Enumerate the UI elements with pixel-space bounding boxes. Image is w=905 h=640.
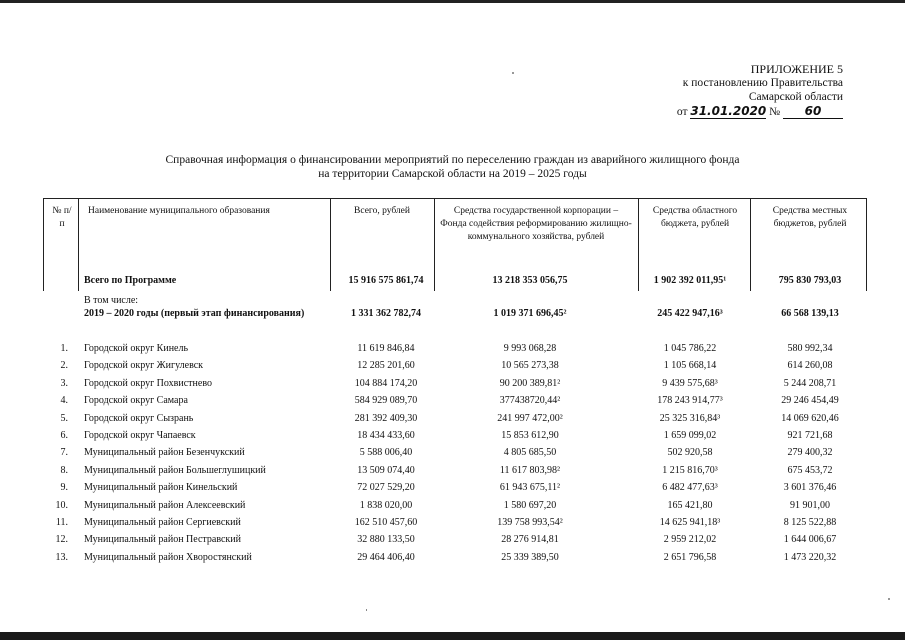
row-fund: 61 943 675,11² (499, 482, 561, 494)
row-local: 91 901,00 (790, 499, 830, 511)
scan-speck (366, 609, 367, 611)
row-local: 29 246 454,49 (781, 395, 839, 407)
row-total: 72 027 529,20 (357, 482, 415, 494)
appendix-line-1: к постановлению Правительства (682, 77, 843, 89)
row-regional: 6 482 477,63³ (662, 482, 718, 494)
row-total: 29 464 406,40 (357, 551, 415, 563)
row-regional: 502 920,58 (667, 447, 713, 459)
row-local: 14 069 620,46 (781, 412, 839, 424)
scan-speck (512, 72, 514, 74)
row-number: 6. (60, 430, 68, 441)
header-local: Средства местных бюджетов, рублей (772, 206, 848, 229)
row-total: 104 884 174,20 (354, 377, 418, 389)
document-title (0, 153, 905, 181)
row-local: 1 473 220,32 (783, 551, 837, 563)
table-divider (78, 199, 79, 291)
header-fund: Средства государственной корпорации – Фонда содействия реформированию жилищно-коммунального хозяйства, рублей (440, 206, 632, 242)
row-total: 32 880 133,50 (357, 534, 415, 546)
row-regional: 1 045 786,22 (663, 343, 717, 354)
row-municipality: Городской округ Кинель (84, 343, 189, 354)
row-number: 13. (55, 551, 68, 563)
document-title-line-2: на территории Самарской области на 2019 – 2025 годы (318, 168, 587, 180)
summary-fund: 13 218 353 056,75 (492, 275, 568, 286)
row-municipality: Городской округ Похвистнево (84, 377, 212, 389)
row-number: 5. (60, 412, 68, 424)
row-total: 281 392 409,30 (354, 412, 418, 424)
row-number: 10. (55, 499, 68, 511)
row-fund: 9 993 068,28 (503, 343, 557, 354)
row-fund: 139 758 993,54² (497, 517, 563, 528)
row-municipality: Муниципальный район Хворостянский (84, 551, 252, 563)
row-local: 1 644 006,67 (783, 534, 837, 546)
summary-regional: 1 902 392 011,95¹ (653, 275, 727, 286)
row-local: 3 601 376,46 (783, 482, 837, 494)
row-number: 4. (60, 395, 68, 407)
row-fund: 10 565 273,38 (501, 360, 559, 372)
row-total: 12 285 201,60 (357, 360, 415, 372)
stage1-label: 2019 – 2020 годы (первый этап финансирования) (84, 308, 305, 319)
row-total: 18 434 433,60 (357, 430, 415, 441)
appendix-title: ПРИЛОЖЕНИЕ 5 (750, 62, 843, 76)
row-local: 5 244 208,71 (783, 377, 837, 389)
summary-total: 15 916 575 861,74 (348, 275, 424, 286)
row-fund: 4 805 685,50 (503, 447, 557, 459)
including-label: В том числе: (84, 295, 139, 306)
row-number: 1. (60, 343, 68, 354)
appendix-line-2: Самарской области (748, 91, 843, 103)
row-local: 8 125 522,88 (783, 517, 837, 528)
row-total: 13 509 074,40 (357, 464, 415, 476)
row-total: 11 619 846,84 (357, 343, 415, 354)
row-municipality: Городской округ Жигулевск (84, 360, 204, 372)
row-total: 162 510 457,60 (354, 517, 418, 528)
row-local: 580 992,34 (787, 343, 833, 354)
number-prefix: № (769, 106, 781, 118)
row-municipality: Муниципальный район Кинельский (84, 482, 238, 494)
row-number: 11. (55, 517, 68, 528)
appendix-block (677, 62, 843, 119)
row-number: 7. (60, 447, 68, 459)
row-municipality: Муниципальный район Алексеевский (84, 499, 246, 511)
page-top-border (0, 0, 905, 3)
row-local: 675 453,72 (787, 464, 833, 476)
header-regional: Средства областного бюджета, рублей (652, 206, 738, 229)
header-name: Наименование муниципального образования (88, 206, 270, 216)
document-title-line-1: Справочная информация о финансировании мероприятий по переселению граждан из аварийного жилищного фонда (165, 154, 740, 166)
handwritten-number: 60 (783, 104, 843, 119)
page-bottom-border (0, 632, 905, 640)
row-regional: 25 325 316,84³ (659, 412, 721, 424)
appendix-date-line (677, 104, 843, 119)
summary-label: Всего по Программе (84, 275, 177, 286)
row-fund: 241 997 472,00² (497, 412, 563, 424)
row-number: 9. (60, 482, 68, 494)
row-municipality: Городской округ Сызрань (84, 412, 194, 424)
row-number: 2. (60, 360, 68, 372)
row-regional: 1 215 816,70³ (662, 464, 718, 476)
row-regional: 14 625 941,18³ (659, 517, 721, 528)
row-local: 614 260,08 (787, 360, 833, 372)
row-total: 1 838 020,00 (359, 499, 413, 511)
table-divider (750, 199, 751, 291)
row-local: 921 721,68 (787, 430, 833, 441)
row-fund: 377438720,44² (499, 395, 561, 407)
row-municipality: Муниципальный район Сергиевский (84, 517, 241, 528)
header-num: № п/п (52, 206, 72, 229)
handwritten-date: 31.01.2020 (690, 104, 767, 118)
row-local: 279 400,32 (787, 447, 833, 459)
row-number: 8. (60, 464, 68, 476)
row-fund: 15 853 612,90 (501, 430, 559, 441)
row-fund: 25 339 389,50 (501, 551, 559, 563)
row-number: 3. (60, 377, 68, 389)
stage1-total: 1 331 362 782,74 (351, 308, 421, 319)
row-municipality: Городской округ Самара (84, 395, 188, 407)
stage1-fund: 1 019 371 696,45² (493, 308, 567, 319)
row-regional: 2 959 212,02 (663, 534, 717, 546)
row-regional: 178 243 914,77³ (657, 395, 723, 407)
date-prefix: от (676, 106, 688, 118)
stage1-regional: 245 422 947,16³ (657, 308, 723, 319)
header-total: Всего, рублей (354, 206, 410, 216)
row-municipality: Муниципальный район Пестравский (84, 534, 241, 546)
scan-speck (888, 598, 890, 600)
summary-local: 795 830 793,03 (778, 275, 842, 286)
row-regional: 1 659 099,02 (663, 430, 717, 441)
row-fund: 28 276 914,81 (501, 534, 559, 546)
row-regional: 2 651 796,58 (663, 551, 717, 563)
row-regional: 9 439 575,68³ (662, 377, 718, 389)
row-total: 5 588 006,40 (359, 447, 413, 459)
row-fund: 1 580 697,20 (503, 499, 557, 511)
row-total: 584 929 089,70 (354, 395, 418, 407)
row-fund: 90 200 389,81² (499, 377, 561, 389)
row-regional: 165 421,80 (667, 499, 713, 511)
row-fund: 11 617 803,98² (499, 464, 561, 476)
row-municipality: Городской округ Чапаевск (84, 430, 196, 441)
row-municipality: Муниципальный район Безенчукский (84, 447, 245, 459)
stage1-local: 66 568 139,13 (781, 308, 839, 319)
row-regional: 1 105 668,14 (663, 360, 717, 372)
row-number: 12. (55, 534, 68, 546)
row-municipality: Муниципальный район Большеглушицкий (84, 464, 266, 476)
